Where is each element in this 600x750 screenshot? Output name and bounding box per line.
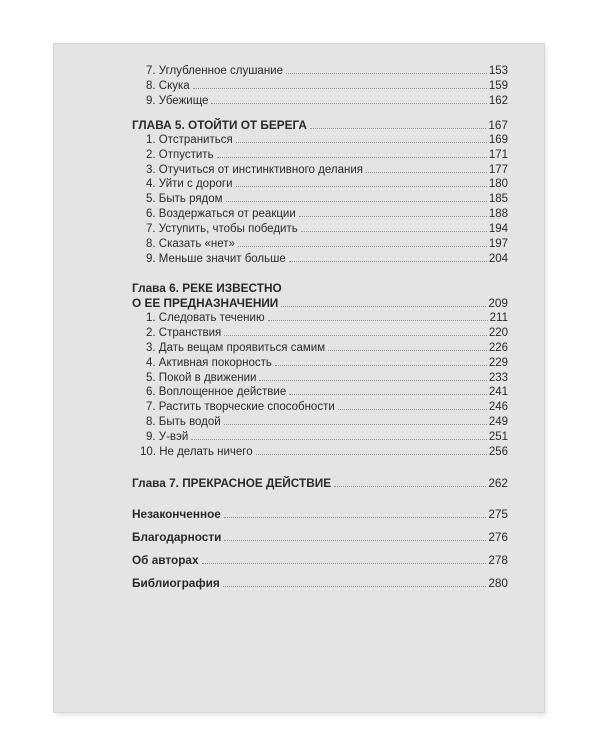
dot-leader — [224, 335, 487, 336]
section-title: Библиография — [132, 575, 220, 590]
toc-item-page: 241 — [488, 386, 508, 399]
dot-leader — [226, 201, 487, 202]
dot-leader — [334, 486, 486, 487]
toc-item-title: 8. Сказать «нет» — [146, 238, 235, 251]
toc-section — [132, 553, 508, 568]
toc-item-title: 4. Активная покорность — [146, 356, 272, 369]
section-title: Об авторах — [132, 552, 199, 567]
toc-section — [132, 530, 508, 545]
toc-item-title: 5. Покой в движении — [146, 371, 257, 384]
chapter-title: Глава 7. ПРЕКРАСНОЕ ДЕЙСТВИЕ — [132, 475, 332, 490]
chapter-page: 209 — [488, 295, 508, 310]
dot-leader — [328, 350, 487, 351]
toc-item-page: 188 — [488, 208, 508, 221]
toc-item — [132, 177, 508, 192]
toc-item-title: 4. Уйти с дороги — [146, 178, 233, 191]
toc-item-page: 226 — [488, 341, 508, 354]
toc-item-title: 2. Странствия — [146, 326, 222, 339]
toc-item-page: 171 — [488, 148, 508, 161]
toc-item — [132, 192, 508, 207]
dot-leader — [217, 157, 487, 158]
dot-leader — [256, 454, 487, 455]
dot-leader — [286, 73, 487, 74]
toc-item — [132, 237, 508, 252]
toc-item-page: 249 — [488, 416, 508, 429]
dot-leader — [301, 231, 487, 232]
toc-item — [132, 430, 508, 445]
dot-leader — [275, 365, 487, 366]
dot-leader — [211, 103, 486, 104]
toc-item — [132, 79, 508, 94]
toc-item-title: 1. Следовать течению — [146, 311, 265, 324]
toc-item — [132, 385, 508, 400]
section-title: Незаконченное — [132, 506, 221, 521]
toc-item — [132, 326, 508, 341]
table-of-contents — [132, 64, 508, 591]
toc-item-page: 169 — [488, 133, 508, 146]
toc-item-title: 7. Уступить, чтобы победить — [146, 223, 298, 236]
chapter-5-heading — [132, 118, 508, 133]
toc-item — [132, 94, 508, 109]
toc-item-title: 7. Углубленное слушание — [146, 65, 283, 77]
toc-item-title: 7. Растить творческие способности — [146, 401, 335, 414]
toc-item-title: 8. Скука — [146, 79, 190, 92]
dot-leader — [289, 261, 487, 262]
toc-item — [132, 207, 508, 222]
dot-leader — [281, 306, 486, 307]
section-page: 276 — [488, 529, 508, 544]
toc-item-page: 159 — [488, 79, 508, 92]
chapter-6-heading-line1: Глава 6. РЕКЕ ИЗВЕСТНО — [132, 280, 282, 295]
toc-item — [132, 148, 508, 163]
toc-item-title: 5. Быть рядом — [146, 193, 223, 206]
dot-leader — [202, 563, 487, 564]
section-page: 275 — [488, 506, 508, 521]
toc-item-title: 9. У-вэй — [146, 431, 189, 444]
dot-leader — [268, 320, 488, 321]
toc-item-title: 2. Отпустить — [146, 148, 214, 161]
toc-item — [132, 400, 508, 415]
toc-item-title: 9. Меньше значит больше — [146, 252, 286, 265]
toc-item-page: 162 — [488, 94, 508, 107]
dot-leader — [236, 142, 487, 143]
dot-leader — [236, 186, 487, 187]
toc-item-page: 194 — [488, 223, 508, 236]
toc-item — [132, 341, 508, 356]
dot-leader — [224, 424, 487, 425]
toc-item-page: 246 — [488, 401, 508, 414]
chapter-page: 262 — [488, 475, 508, 490]
dot-leader — [193, 88, 487, 89]
dot-leader — [259, 380, 486, 381]
toc-item-page: 153 — [488, 65, 508, 77]
toc-item — [132, 222, 508, 237]
chapter-7-heading — [132, 476, 508, 491]
toc-item-page: 229 — [488, 356, 508, 369]
toc-item — [132, 252, 508, 267]
dot-leader — [289, 394, 487, 395]
toc-item — [132, 163, 508, 178]
toc-item — [132, 356, 508, 371]
toc-item — [132, 64, 508, 79]
toc-item — [132, 445, 508, 460]
toc-item-page: 256 — [488, 446, 508, 459]
chapter-6-heading — [132, 296, 508, 311]
toc-section — [132, 507, 508, 522]
dot-leader — [299, 216, 487, 217]
section-page: 280 — [488, 575, 508, 590]
toc-item — [132, 133, 508, 148]
toc-item-page: 233 — [488, 371, 508, 384]
dot-leader — [238, 246, 487, 247]
toc-item-title: 3. Отучиться от инстинктивного делания — [146, 163, 363, 176]
toc-item-page: 177 — [488, 163, 508, 176]
toc-item-title: 1. Отстраниться — [146, 133, 233, 146]
book-page — [54, 44, 544, 712]
toc-item-page: 220 — [488, 326, 508, 339]
toc-item-page: 197 — [488, 238, 508, 251]
toc-item — [132, 415, 508, 430]
toc-item — [132, 371, 508, 386]
toc-item-title: 8. Быть водой — [146, 416, 221, 429]
toc-item-title: 9. Убежище — [146, 94, 209, 107]
toc-item — [132, 311, 508, 326]
chapter-title: О ЕЕ ПРЕДНАЗНАЧЕНИИ — [132, 295, 279, 310]
dot-leader — [224, 517, 486, 518]
section-title: Благодарности — [132, 529, 222, 544]
toc-item-title: 3. Дать вещам проявиться самим — [146, 341, 326, 354]
dot-leader — [366, 172, 487, 173]
chapter-page: 167 — [488, 117, 508, 132]
dot-leader — [338, 409, 487, 410]
toc-item-page: 251 — [488, 431, 508, 444]
toc-item-page: 211 — [489, 311, 508, 324]
dot-leader — [223, 586, 486, 587]
toc-section — [132, 576, 508, 591]
section-page: 278 — [488, 552, 508, 567]
chapter-title: ГЛАВА 5. ОТОЙТИ ОТ БЕРЕГА — [132, 117, 307, 132]
dot-leader — [224, 540, 486, 541]
dot-leader — [310, 128, 486, 129]
toc-item-title: 6. Воздержаться от реакции — [146, 208, 296, 221]
toc-item-page: 185 — [488, 193, 508, 206]
dot-leader — [191, 439, 486, 440]
toc-item-title: 6. Воплощенное действие — [146, 386, 287, 399]
toc-item-page: 204 — [488, 252, 508, 265]
toc-item-page: 180 — [488, 178, 508, 191]
toc-item-title: 10. Не делать ничего — [140, 446, 253, 459]
